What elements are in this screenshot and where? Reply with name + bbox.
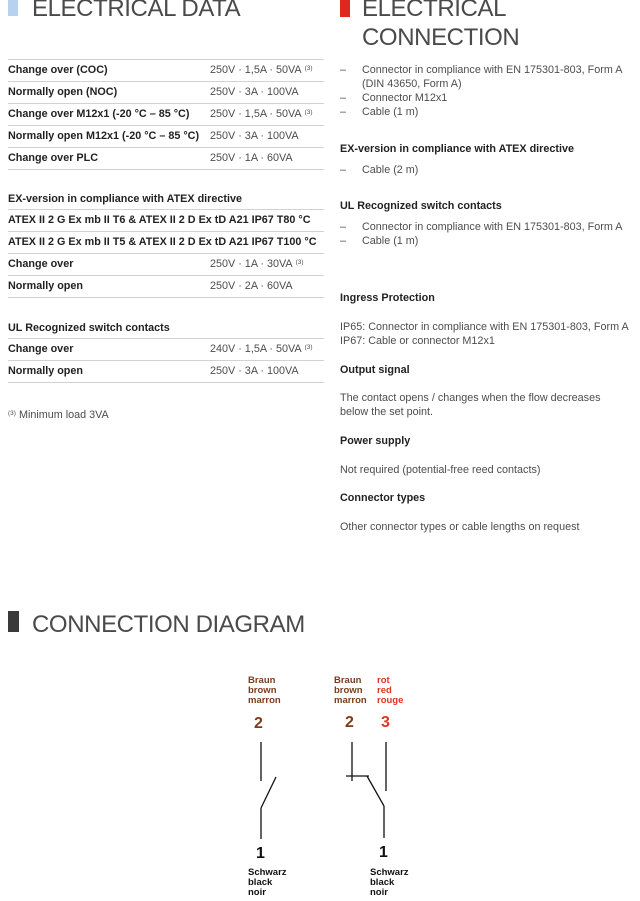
power-supply-heading: Power supply: [340, 435, 411, 447]
no-pin-2: 2: [254, 715, 263, 732]
footnote-text: Minimum load 3VA: [18, 409, 109, 421]
ul-heading: UL Recognized switch contacts: [8, 322, 170, 334]
ingress-protection-text: [340, 320, 634, 348]
value-text: 250V · 3A · 100VA: [210, 130, 299, 142]
table-row: [8, 210, 324, 232]
electrical-data-table: [8, 59, 324, 170]
standard-connection-list: [340, 63, 634, 119]
footnote-ref: (3): [304, 344, 313, 351]
value-text: 250V · 3A · 100VA: [210, 365, 299, 377]
list-bullet: –: [340, 235, 347, 247]
value-text: 250V · 2A · 60VA: [210, 280, 293, 292]
ex-connection-heading: EX-version in compliance with ATEX directive: [340, 143, 574, 155]
list-bullet: –: [340, 64, 347, 76]
row-value: [210, 82, 302, 104]
row-label: Normally open: [8, 365, 83, 377]
list-bullet: –: [340, 221, 347, 233]
ip67-line: IP67: Cable or connector M12x1: [340, 335, 495, 347]
wire-label-en: black: [248, 877, 273, 888]
wire-label-fr: marron: [334, 695, 367, 706]
table-row: [8, 276, 324, 298]
electrical-connection-title: [362, 0, 519, 52]
wire-label-en: black: [370, 877, 395, 888]
footnote-ref: (3): [304, 65, 313, 72]
electrical-data-marker: [8, 0, 18, 16]
list-item-text: Connector M12x1: [362, 92, 448, 104]
no-top-wire-label: [248, 676, 281, 706]
wire-label-fr: marron: [248, 695, 281, 706]
atex-marking: ATEX II 2 G Ex mb II T6 & ATEX II 2 D Ex tD A21 IP67 T80 °C: [8, 214, 311, 226]
wire-label-en: brown: [334, 685, 363, 696]
connection-diagram-marker: [8, 611, 19, 632]
list-item: [340, 220, 634, 234]
list-item-text: Cable (1 m): [362, 235, 419, 247]
footnote-mark: (3): [8, 410, 16, 417]
value-text: 250V · 1,5A · 50VA: [210, 64, 302, 76]
co-pin-1: 1: [379, 844, 388, 861]
row-label: Normally open M12x1 (-20 °C – 85 °C): [8, 130, 200, 142]
wire-label-de: Schwarz: [370, 867, 409, 878]
ex-version-table: [8, 209, 324, 298]
electrical-connection-marker: [340, 0, 350, 17]
wire-label-en: red: [377, 685, 392, 696]
no-switch-blade: [261, 777, 276, 808]
wire-label-de: rot: [377, 675, 390, 686]
value-text: 250V · 1,5A · 50VA: [210, 108, 302, 120]
row-label: Change over: [8, 258, 74, 270]
co-pin-2: 2: [345, 714, 354, 731]
wire-label-fr: noir: [370, 887, 388, 898]
list-bullet: –: [340, 106, 347, 118]
table-row: [8, 82, 324, 104]
list-item: [340, 163, 634, 177]
table-row: [8, 339, 324, 361]
footnote: [8, 408, 109, 424]
row-value: [210, 339, 313, 361]
list-item-text: Connector in compliance with EN 175301-803, Form A (DIN 43650, Form A): [362, 64, 622, 90]
switch-schematic: [230, 735, 410, 845]
list-item: [340, 63, 634, 91]
ex-version-heading: EX-version in compliance with ATEX directive: [8, 193, 242, 205]
ingress-protection-heading: Ingress Protection: [340, 292, 435, 304]
list-item-text: Connector in compliance with EN 175301-803, Form A: [362, 221, 623, 233]
list-bullet: –: [340, 164, 347, 176]
row-label: Change over (COC): [8, 64, 108, 76]
list-item-text: Cable (1 m): [362, 106, 419, 118]
list-item: [340, 234, 634, 248]
ul-table: [8, 338, 324, 383]
table-row: [8, 232, 324, 254]
co-nc-wire-label: [334, 676, 367, 706]
list-item: [340, 105, 634, 119]
wire-label-en: brown: [248, 685, 277, 696]
value-text: 250V · 1A · 30VA: [210, 258, 293, 270]
row-label: Normally open: [8, 280, 83, 292]
row-value: [210, 148, 296, 170]
ul-connection-list: [340, 220, 634, 248]
co-pin-3: 3: [381, 714, 390, 731]
table-row: [8, 361, 324, 383]
atex-marking: ATEX II 2 G Ex mb II T5 & ATEX II 2 D Ex tD A21 IP67 T100 °C: [8, 236, 317, 248]
list-bullet: –: [340, 92, 347, 104]
footnote-ref: (3): [304, 109, 313, 116]
wire-label-de: Schwarz: [248, 867, 287, 878]
title-line-2: CONNECTION: [362, 24, 520, 51]
co-switch-blade: [367, 776, 384, 806]
list-item-text: Cable (2 m): [362, 164, 419, 176]
row-label: Change over M12x1 (-20 °C – 85 °C): [8, 108, 190, 120]
row-label: Normally open (NOC): [8, 86, 118, 98]
value-text: 240V · 1,5A · 50VA: [210, 343, 302, 355]
ul-connection-heading: UL Recognized switch contacts: [340, 200, 502, 212]
connector-types-heading: Connector types: [340, 492, 426, 504]
wire-label-fr: noir: [248, 887, 266, 898]
table-row: [8, 126, 324, 148]
row-value: [210, 361, 302, 383]
row-value: [210, 104, 313, 126]
row-value: [210, 126, 302, 148]
wire-label-de: Braun: [248, 675, 276, 686]
ex-connection-list: [340, 163, 634, 177]
list-item: [340, 91, 634, 105]
ip65-line: IP65: Connector in compliance with EN 175301-803, Form A: [340, 321, 629, 333]
value-text: 250V · 3A · 100VA: [210, 86, 299, 98]
electrical-data-title: ELECTRICAL DATA: [32, 0, 241, 22]
footnote-ref: (3): [295, 259, 304, 266]
no-bottom-wire-label: [248, 868, 287, 898]
output-signal-heading: Output signal: [340, 364, 410, 376]
connection-diagram-title: CONNECTION DIAGRAM: [32, 611, 305, 638]
wire-label-de: Braun: [334, 675, 362, 686]
title-line-1: ELECTRICAL: [362, 0, 507, 22]
table-row: [8, 254, 324, 276]
co-no-wire-label: [377, 676, 403, 706]
no-pin-1: 1: [256, 845, 265, 862]
co-common-wire-label: [370, 868, 409, 898]
row-label: Change over: [8, 343, 74, 355]
table-row: [8, 148, 324, 170]
output-signal-text: The contact opens / changes when the flow decreases below the set point.: [340, 392, 601, 418]
wire-label-fr: rouge: [377, 695, 404, 706]
row-label: Change over PLC: [8, 152, 98, 164]
connector-types-text: Other connector types or cable lengths on request: [340, 521, 580, 533]
table-row: [8, 104, 324, 126]
power-supply-text: Not required (potential-free reed contacts): [340, 464, 541, 476]
value-text: 250V · 1A · 60VA: [210, 152, 293, 164]
row-value: [210, 276, 296, 298]
row-value: [210, 60, 313, 82]
row-value: [210, 254, 304, 276]
table-row: [8, 60, 324, 82]
